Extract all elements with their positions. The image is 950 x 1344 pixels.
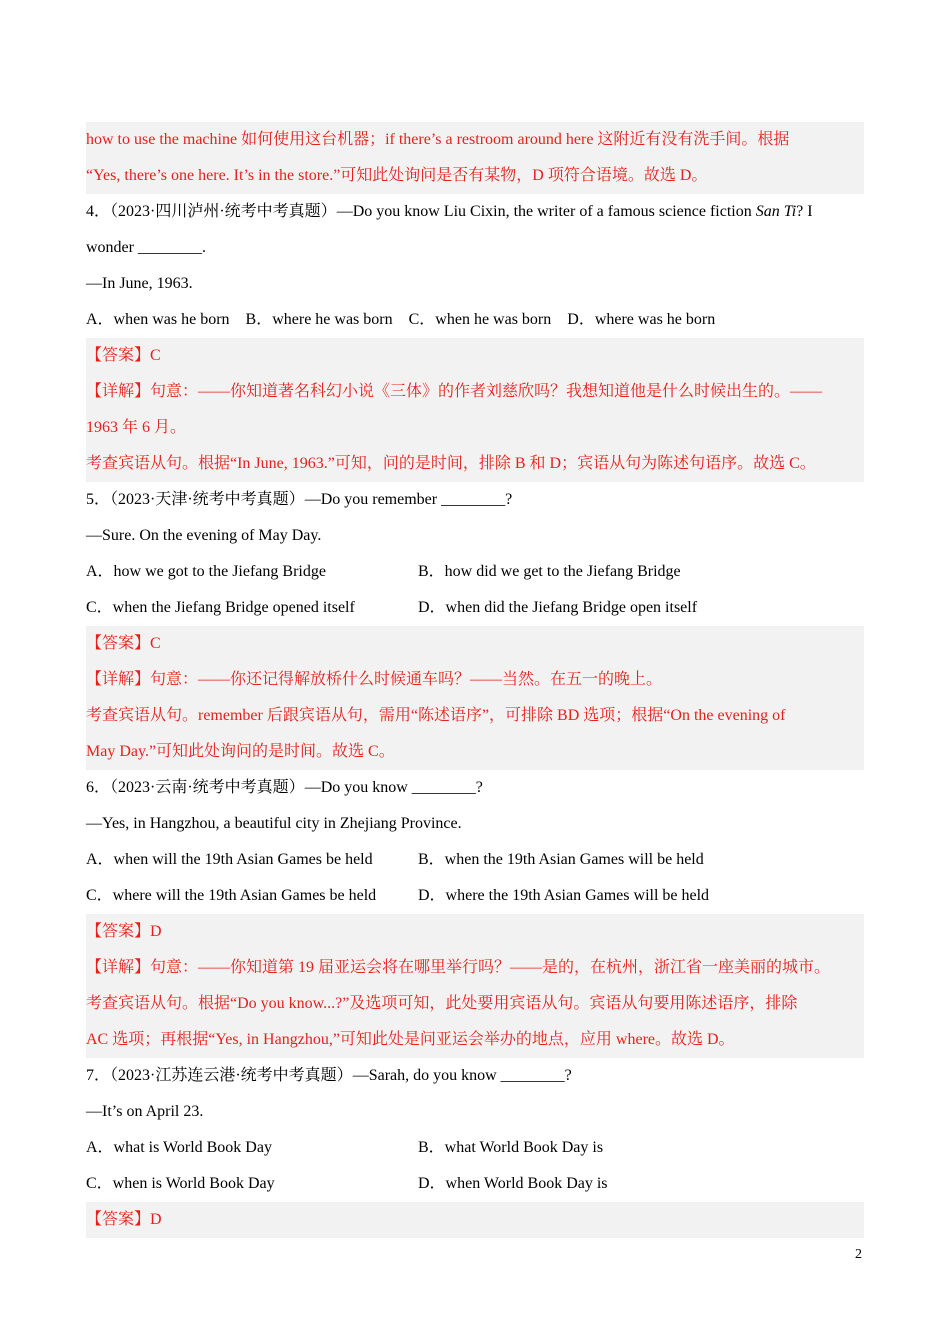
answer-label: 【答案】D: [86, 923, 162, 940]
detail-line: May Day.”可知此处询问的是时间。故选 C。: [86, 743, 395, 760]
options-row: [86, 842, 864, 878]
option-a[interactable]: A．when was he born: [86, 311, 230, 328]
detail-line: 【详解】句意：——你知道著名科幻小说《三体》的作者刘慈欣吗？我想知道他是什么时候出生的。——: [86, 383, 823, 400]
prev-explanation: [86, 122, 864, 194]
question-reply: —Yes, in Hangzhou, a beautiful city in Zhejiang Province.: [86, 815, 462, 832]
detail-line: 考查宾语从句。根据“In June, 1963.”可知，问的是时间，排除 B 和 D；宾语从句为陈述句语序。故选 C。: [86, 455, 816, 472]
option-d[interactable]: D．where the 19th Asian Games will be held: [418, 887, 710, 904]
detail-line: 考查宾语从句。remember 后跟宾语从句，需用“陈述语序”，可排除 BD 选项；根据“On the evening of: [86, 707, 786, 724]
options-row: [86, 302, 864, 338]
question-6: [86, 770, 864, 1058]
question-stem: 4．（2023·四川泸州·统考中考真题）—Do you know Liu Cixin, the writer of a famous science fiction San Ti? I: [86, 203, 813, 220]
question-reply: —It’s on April 23.: [86, 1103, 204, 1120]
option-d[interactable]: D．where was he born: [567, 311, 716, 328]
document-page: [86, 122, 864, 1238]
option-d[interactable]: D．when World Book Day is: [418, 1175, 608, 1192]
page-number: 2: [855, 1247, 862, 1262]
answer-block: [86, 338, 864, 482]
option-c[interactable]: C．when the Jiefang Bridge opened itself: [86, 599, 355, 616]
option-b[interactable]: B．what World Book Day is: [418, 1139, 604, 1156]
answer-label: 【答案】C: [86, 635, 161, 652]
options-row: [86, 878, 864, 914]
explanation-line: “Yes, there’s one here. It’s in the store.”可知此处询问是否有某物，D 项符合语境。故选 D。: [86, 167, 708, 184]
option-a[interactable]: A．when will the 19th Asian Games be held: [86, 851, 373, 868]
question-stem-continued: wonder ________.: [86, 239, 206, 256]
question-stem: 6．（2023·云南·统考中考真题）—Do you know ________?: [86, 779, 483, 796]
answer-block: [86, 1202, 864, 1238]
option-d[interactable]: D．when did the Jiefang Bridge open itself: [418, 599, 698, 616]
option-c[interactable]: C．where will the 19th Asian Games be held: [86, 887, 377, 904]
question-reply: —Sure. On the evening of May Day.: [86, 527, 322, 544]
detail-line: 【详解】句意：——你知道第 19 届亚运会将在哪里举行吗？——是的，在杭州，浙江省一座美丽的城市。: [86, 959, 831, 976]
option-c[interactable]: C．when is World Book Day: [86, 1175, 275, 1192]
option-b[interactable]: B．when the 19th Asian Games will be held: [418, 851, 704, 868]
option-a[interactable]: A．what is World Book Day: [86, 1139, 272, 1156]
answer-label: 【答案】C: [86, 347, 161, 364]
options-row: [86, 1166, 864, 1202]
answer-label: 【答案】D: [86, 1211, 162, 1228]
detail-line: 考查宾语从句。根据“Do you know...?”及选项可知，此处要用宾语从句。宾语从句要用陈述语序，排除: [86, 995, 798, 1012]
answer-block: [86, 626, 864, 770]
detail-line: 【详解】句意：——你还记得解放桥什么时候通车吗？——当然。在五一的晚上。: [86, 671, 663, 688]
question-5: [86, 482, 864, 770]
question-reply: —In June, 1963.: [86, 275, 193, 292]
option-b[interactable]: B．where he was born: [245, 311, 393, 328]
option-b[interactable]: B．how did we get to the Jiefang Bridge: [418, 563, 681, 580]
explanation-line: how to use the machine 如何使用这台机器；if there’s a restroom around here 这附近有没有洗手间。根据: [86, 131, 790, 148]
option-a[interactable]: A．how we got to the Jiefang Bridge: [86, 563, 326, 580]
book-title: San Ti: [755, 203, 797, 220]
question-stem: 7．（2023·江苏连云港·统考中考真题）—Sarah, do you know ________?: [86, 1067, 572, 1084]
option-c[interactable]: C．when he was born: [408, 311, 552, 328]
answer-block: [86, 914, 864, 1058]
question-stem: 5．（2023·天津·统考中考真题）—Do you remember ________?: [86, 491, 513, 508]
options-row: [86, 590, 864, 626]
detail-line: 1963 年 6 月。: [86, 419, 187, 436]
options-row: [86, 554, 864, 590]
question-4: [86, 194, 864, 482]
question-7: [86, 1058, 864, 1238]
options-row: [86, 1130, 864, 1166]
detail-line: AC 选项；再根据“Yes, in Hangzhou,”可知此处是问亚运会举办的地点，应用 where。故选 D。: [86, 1031, 735, 1048]
